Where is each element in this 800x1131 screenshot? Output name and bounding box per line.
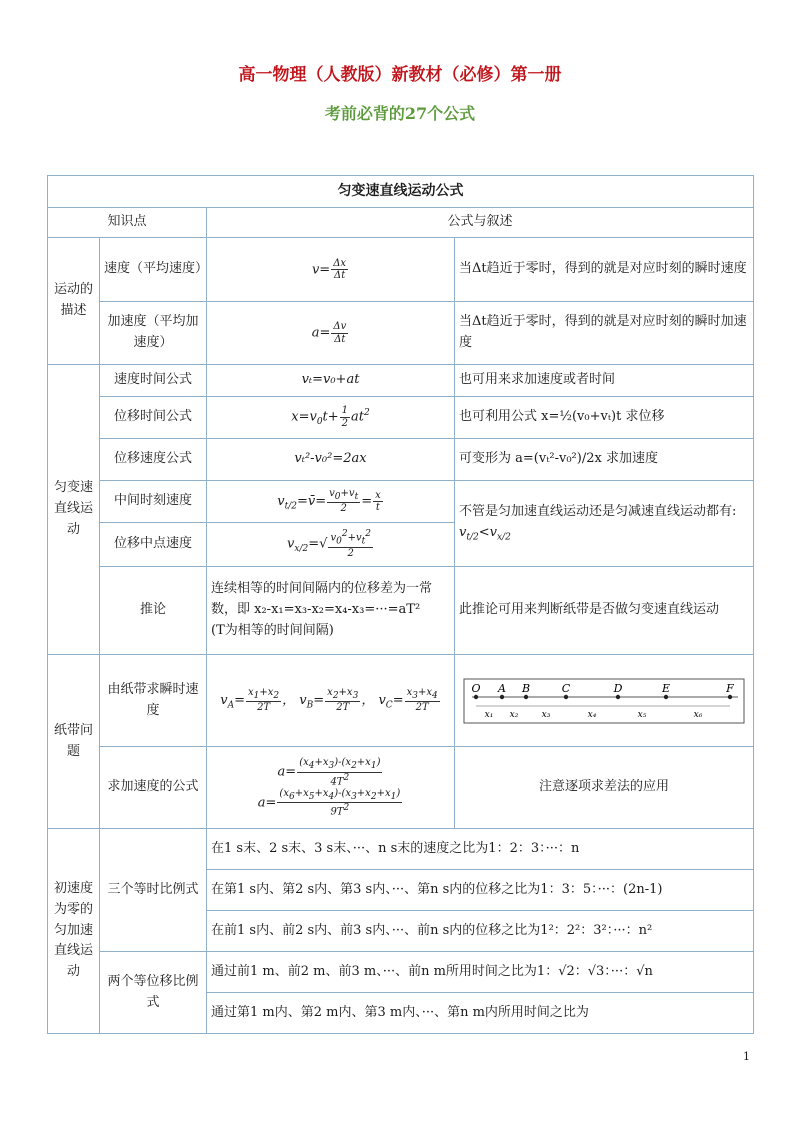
section-initial-zero: 初速度为零的匀加速直线运动 <box>48 829 100 1034</box>
desc-acceleration: 当Δt趋近于零时，得到的就是对应时刻的瞬时加速度 <box>455 302 754 365</box>
desc-mid-time: 不管是匀加速直线运动还是匀减速直线运动都有: $v_{t/2}<v_{x/2}$ <box>455 481 754 567</box>
desc-tape-acceleration: 注意逐项求差法的应用 <box>455 747 754 829</box>
formula-tape-velocity: $v_A=$ $\frac{x_1+x_2}{2T}$ ， $v_B=$ $\frac{x_2+x_3}{2T}$ ， $v_C=$ $\frac{x_3+x_4}{2T}$ <box>207 655 455 747</box>
formula-avg-velocity: v= $\frac{\Delta x}{\Delta t}$ <box>207 238 455 302</box>
formula-displacement-time: $x=v_0t+$ $\frac{1}{2}$ $at^2$ <box>207 397 455 439</box>
row-label-corollary: 推论 <box>100 567 207 655</box>
formula-velocity-time: vₜ=v₀+at <box>207 365 455 397</box>
desc-displacement-time: 也可利用公式 x=½(v₀+vₜ)t 求位移 <box>455 397 754 439</box>
tape-segment-label: x₁ <box>484 709 494 720</box>
ratio3-line3: 在前1 s内、前2 s内、前3 s内、···、前n s内的位移之比为1²：2²：3²：···：n² <box>207 911 754 952</box>
tape-point-label-A: A <box>498 681 506 695</box>
ratio3-line2: 在第1 s内、第2 s内、第3 s内、···、第n s内的位移之比为1：3：5：···：(2n-1) <box>207 870 754 911</box>
paper-tape-diagram <box>462 673 746 729</box>
tape-point-label-E: E <box>661 681 671 695</box>
tape-point-label-C: C <box>561 681 571 695</box>
tape-point-B <box>524 694 528 698</box>
row-label-tape-velocity: 由纸带求瞬时速度 <box>100 655 207 747</box>
ratio3-line1: 在1 s末、2 s末、3 s末、···、n s末的速度之比为1：2：3：···：n <box>207 829 754 870</box>
desc-corollary: 此推论可用来判断纸带是否做匀变速直线运动 <box>455 567 754 655</box>
tape-point-C <box>564 694 568 698</box>
row-label-ratio3: 三个等时比例式 <box>100 829 207 952</box>
tape-point-F <box>728 694 732 698</box>
tape-segment-label: x₃ <box>541 709 551 720</box>
page-number: 1 <box>743 1050 750 1063</box>
page-subtitle: 考前必背的27个公式 <box>324 104 476 123</box>
row-label-avg-velocity: 速度（平均速度） <box>100 238 207 302</box>
formula-acceleration: a= $\frac{\Delta v}{\Delta t}$ <box>207 302 455 365</box>
desc-avg-velocity: 当Δt趋近于零时，得到的就是对应时刻的瞬时速度 <box>455 238 754 302</box>
formula-mid-time: $v_{t/2}=v̄=$ $\frac{v_0+v_t}{2}$ = $\frac{x}{t}$ <box>207 481 455 523</box>
section-tape: 纸带问题 <box>48 655 100 829</box>
ratio2-line2: 通过第1 m内、第2 m内、第3 m内、···、第n m内所用时间之比为 <box>207 993 754 1034</box>
row-label-displacement-time: 位移时间公式 <box>100 397 207 439</box>
tape-point-A <box>500 694 504 698</box>
tape-point-label-O: O <box>471 681 481 695</box>
table-title: 匀变速直线运动公式 <box>48 176 754 208</box>
row-label-ratio2: 两个等位移比例式 <box>100 952 207 1034</box>
formula-corollary: 连续相等的时间间隔内的位移差为一常数，即 x₂-x₁=x₃-x₂=x₄-x₃=···=aT² (T为相等的时间间隔) <box>207 567 455 655</box>
row-label-acceleration: 加速度（平均加速度） <box>100 302 207 365</box>
tape-point-label-D: D <box>613 681 623 695</box>
page-title: 高一物理（人教版）新教材（必修）第一册 <box>238 65 562 85</box>
row-label-mid-displacement: 位移中点速度 <box>100 523 207 567</box>
tape-point-O <box>474 694 478 698</box>
tape-diagram-cell <box>455 655 754 747</box>
tape-point-D <box>616 694 620 698</box>
formula-mid-displacement: $v_{x/2}=√$ $\frac{v_0^2+v_t^2}{2}$ <box>207 523 455 567</box>
formula-displacement-velocity: vₜ²-v₀²=2ax <box>207 439 455 481</box>
tape-segment-label: x₄ <box>587 709 597 720</box>
ratio2-line1: 通过前1 m、前2 m、前3 m、···、前n m所用时间之比为1：√2：√3：···：√n <box>207 952 754 993</box>
row-label-tape-acceleration: 求加速度的公式 <box>100 747 207 829</box>
col-header-knowledge: 知识点 <box>48 208 207 238</box>
desc-velocity-time: 也可用来求加速度或者时间 <box>455 365 754 397</box>
formula-tape-acceleration: a= $\frac{(x_4+x_3)-(x_2+x_1)}{4T^2}$ a= $\frac{(x_6+x_5+x_4)-(x_3+x_2+x_1)}{9T^2}$ <box>207 747 455 829</box>
tape-segment-label: x₆ <box>693 709 703 720</box>
col-header-formula: 公式与叙述 <box>207 208 754 238</box>
section-uniform-accel: 匀变速直线运动 <box>48 365 100 655</box>
tape-segment-label: x₂ <box>509 709 519 720</box>
row-label-mid-time: 中间时刻速度 <box>100 481 207 523</box>
desc-displacement-velocity: 可变形为 a=(vₜ²-v₀²)/2x 求加速度 <box>455 439 754 481</box>
tape-point-label-B: B <box>521 681 531 695</box>
tape-segment-label: x₅ <box>637 709 647 720</box>
row-label-displacement-velocity: 位移速度公式 <box>100 439 207 481</box>
tape-point-E <box>664 694 668 698</box>
formula-table <box>47 175 754 1034</box>
tape-point-label-F: F <box>726 681 734 695</box>
row-label-velocity-time: 速度时间公式 <box>100 365 207 397</box>
section-motion-description: 运动的描述 <box>48 238 100 365</box>
